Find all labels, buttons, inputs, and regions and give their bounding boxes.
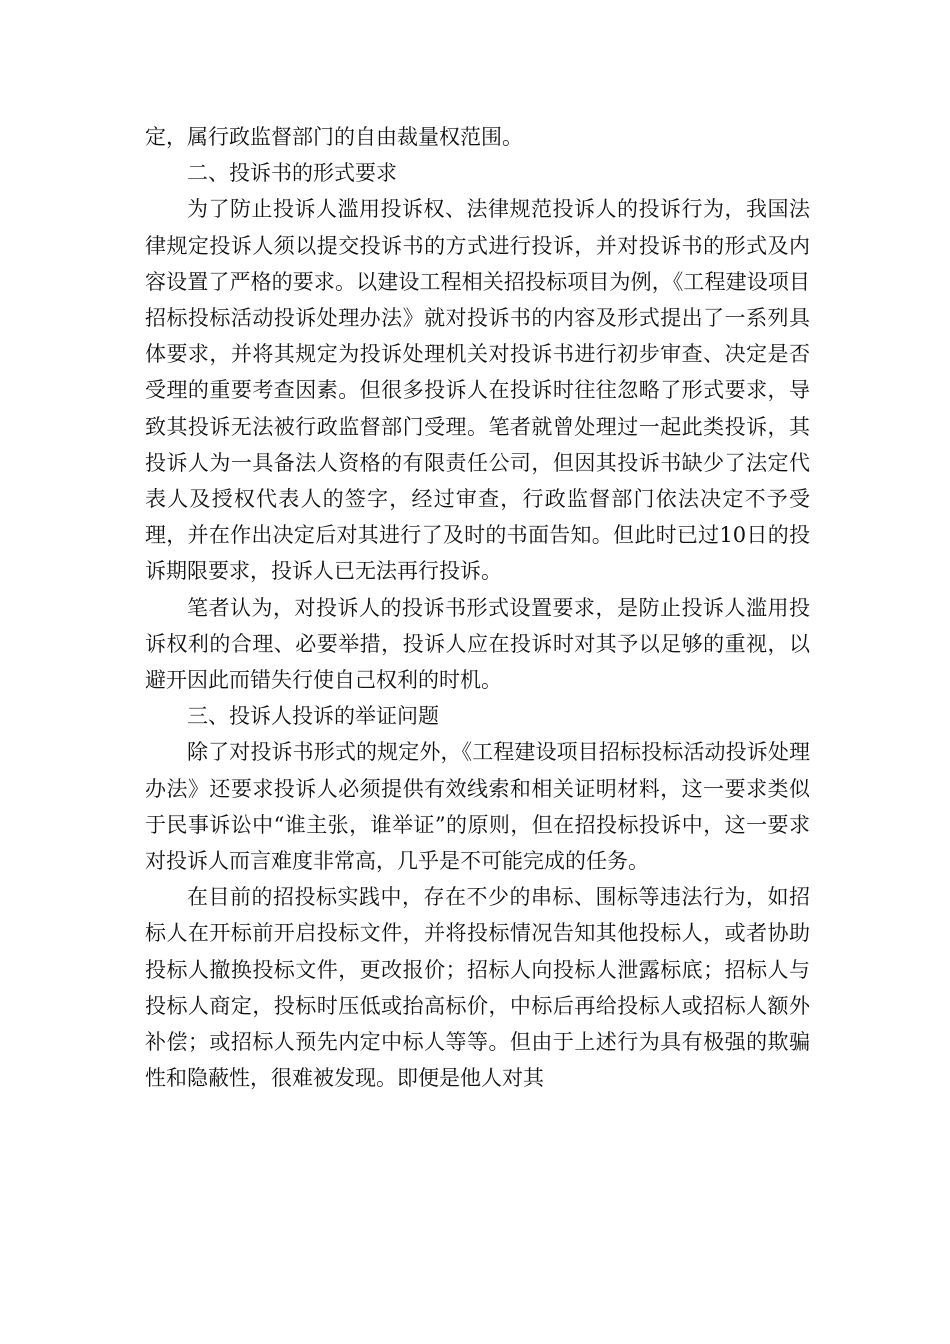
paragraph-complaint-form: 为了防止投诉人滥用投诉权、法律规范投诉人的投诉行为，我国法律规定投诉人须以提交投诉书的方式进行投诉，并对投诉书的形式及内容设置了严格的要求。以建设工程相关招投标项目为例，《工程建设项目招标投标活动投诉处理办法》就对投诉书的内容及形式提出了一系列具体要求，并将其规定为投诉处理机关对投诉书进行初步审查、决定是否受理的重要考查因素。但很多投诉人在投诉时往往忽略了形式要求，导致其投诉无法被行政监督部门受理。笔者就曾处理过一起此类投诉，其投诉人为一具备法人资格的有限责任公司，但因其投诉书缺少了法定代表人及授权代表人的签字，经过审查，行政监督部门依法决定不予受理，并在作出决定后对其进行了及时的书面告知。但此时已过10日的投诉期限要求，投诉人已无法再行投诉。 — [145, 197, 810, 584]
paragraph-bidding-practice: 在目前的招投标实践中，存在不少的串标、围标等违法行为，如招标人在开标前开启投标文件，并将投标情况告知其他投标人，或者协助投标人撤换投标文件，更改报价；招标人向投标人泄露标底；招标人与投标人商定，投标时压低或抬高标价，中标后再给投标人或招标人额外补偿；或招标人预先内定中标人等等。但由于上述行为具有极强的欺骗性和隐蔽性，很难被发现。即便是他人对其 — [145, 885, 810, 1091]
paragraph-continuation: 定，属行政监督部门的自由裁量权范围。 — [145, 125, 523, 149]
section-heading-3: 三、投诉人投诉的举证问题 — [187, 704, 439, 729]
paragraph-evidence-requirement: 除了对投诉书形式的规定外，《工程建设项目招标投标活动投诉处理办法》还要求投诉人必须提供有效线索和相关证明材料，这一要求类似于民事诉讼中“谁主张，谁举证”的原则，但在招投标投诉中，这一要求对投诉人而言难度非常高，几乎是不可能完成的任务。 — [145, 740, 810, 874]
paragraph-author-opinion: 笔者认为，对投诉人的投诉书形式设置要求，是防止投诉人滥用投诉权利的合理、必要举措，投诉人应在投诉时对其予以足够的重视，以避开因此而错失行使自己权利的时机。 — [145, 595, 810, 693]
section-heading-2: 二、投诉书的形式要求 — [187, 161, 397, 186]
document-page — [145, 119, 810, 1096]
